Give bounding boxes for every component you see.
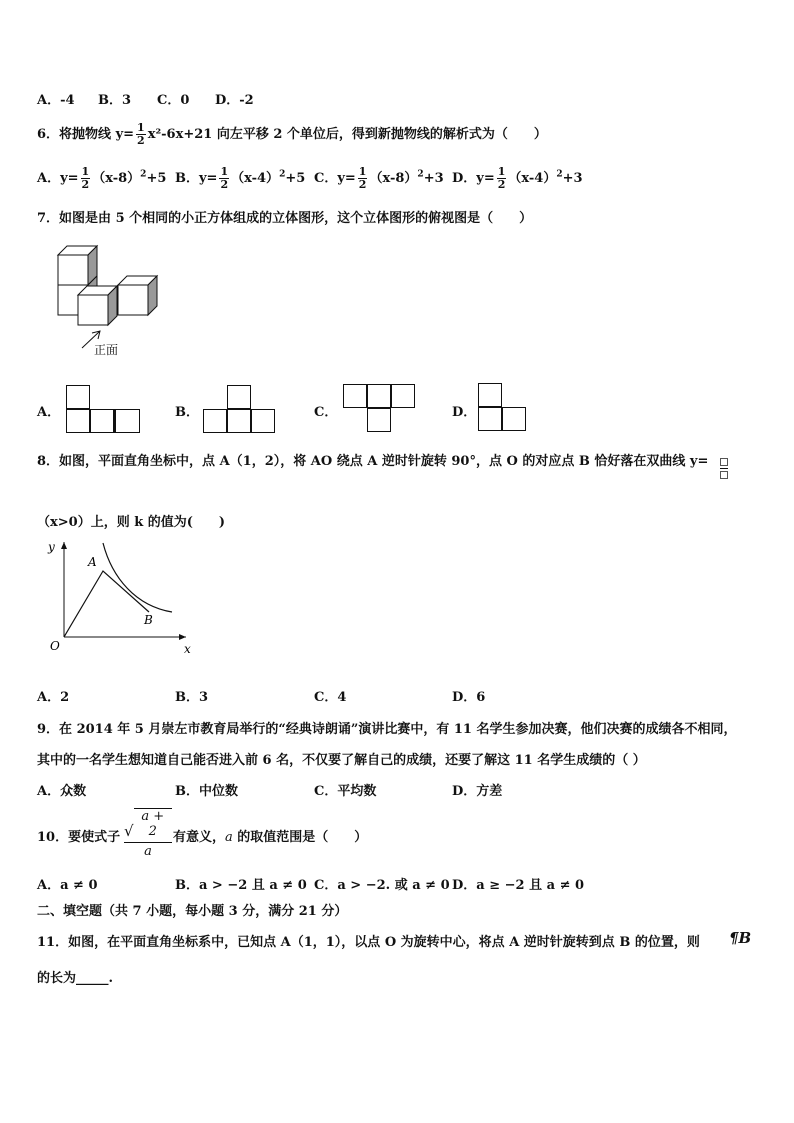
q5-option-c: C．0 bbox=[157, 93, 190, 108]
q8-option-a: A．2 bbox=[37, 690, 70, 705]
q10-sqrt bbox=[124, 808, 172, 839]
grid-cell bbox=[227, 409, 251, 433]
grid-cell bbox=[66, 409, 90, 433]
missing-glyph-icon bbox=[720, 471, 728, 479]
q11-stem-line2: 的长为_____. bbox=[37, 971, 114, 986]
q6-d-post: （x-4） bbox=[508, 171, 557, 186]
q8-option-c: C．4 bbox=[314, 690, 347, 705]
q9-option-b: B．中位数 bbox=[175, 784, 238, 799]
q6-d-num: 1 bbox=[497, 165, 506, 178]
grid-cell bbox=[90, 409, 114, 433]
q6-a-num: 1 bbox=[81, 165, 90, 178]
q11-stem-line1: 11．如图，在平面直角坐标系中，已知点 A（1，1），以点 O 为旋转中心，将点 A 逆时针旋转到点 B 的位置，则 bbox=[37, 935, 700, 950]
grid-cell bbox=[391, 384, 415, 408]
x-axis-arrow-icon bbox=[179, 634, 186, 640]
cube-right bbox=[118, 276, 157, 315]
grid-cell bbox=[502, 407, 526, 431]
q7-option-b-label: B． bbox=[175, 405, 199, 420]
point-a-label: A bbox=[88, 555, 97, 569]
q6-d-exp: 2 bbox=[556, 169, 563, 180]
q10-option-d: D．a ≥ −2 且 a ≠ 0 bbox=[452, 878, 585, 893]
q6-frac-den: 2 bbox=[137, 134, 145, 147]
q6-option-a bbox=[37, 166, 166, 191]
cube-front bbox=[78, 286, 117, 325]
grid-cell bbox=[478, 383, 502, 407]
grid-cell bbox=[203, 409, 227, 433]
q6-b-exp: 2 bbox=[279, 169, 286, 180]
q6-option-b bbox=[175, 166, 305, 191]
q10-stem-pre: 10．要使式子 bbox=[37, 830, 121, 845]
q7-solid-figure bbox=[50, 238, 180, 363]
cube-top-left bbox=[58, 246, 97, 285]
section-2-heading: 二、填空题（共 7 小题，每小题 3 分，满分 21 分） bbox=[37, 904, 348, 919]
q7-option-a-label: A． bbox=[37, 405, 61, 420]
y-axis-arrow-icon bbox=[61, 542, 67, 549]
q10-stem-post bbox=[173, 826, 367, 845]
q6-b-post: （x-4） bbox=[231, 171, 280, 186]
grid-cell bbox=[114, 409, 140, 433]
q10-var: a bbox=[225, 830, 233, 845]
q7-option-d-label: D． bbox=[452, 405, 477, 420]
q11-arc-symbol: ¶B bbox=[729, 929, 752, 947]
radical-icon: √ bbox=[124, 822, 134, 840]
q6-b-den: 2 bbox=[220, 178, 229, 191]
q9-stem-line1: 9．在 2014 年 5 月崇左市教育局举行的“经典诗朗诵”演讲比赛中，有 11 名学生参加决赛，他们决赛的成绩各不相同， bbox=[37, 722, 737, 737]
q6-c-frac bbox=[358, 166, 368, 191]
q7-stem: 7．如图是由 5 个相同的小正方体组成的立体图形，这个立体图形的俯视图是（ ） bbox=[37, 211, 533, 226]
grid-cell bbox=[367, 408, 391, 432]
q6-b-pre: B．y= bbox=[175, 171, 218, 186]
q6-d-pre: D．y= bbox=[452, 171, 495, 186]
q6-stem-post: x²-6x+21 向左平移 2 个单位后，得到新抛物线的解析式为（ ） bbox=[147, 127, 547, 142]
q8-stem-line2: （x>0）上，则 k 的值为( ) bbox=[37, 515, 226, 530]
q6-a-den: 2 bbox=[81, 178, 90, 191]
q5-option-b: B．3 bbox=[98, 93, 132, 108]
q8-k-over-x-fraction bbox=[720, 458, 728, 479]
q6-b-num: 1 bbox=[220, 165, 229, 178]
q6-a-frac bbox=[81, 166, 91, 191]
q6-c-den: 2 bbox=[358, 178, 367, 191]
q6-c-post: （x-8） bbox=[369, 171, 418, 186]
q7-option-c-label: C． bbox=[314, 405, 338, 420]
q10-denominator: a bbox=[144, 844, 152, 859]
q8-option-d: D．6 bbox=[452, 690, 486, 705]
grid-cell bbox=[478, 407, 502, 431]
q5-option-a: A．-4 bbox=[37, 93, 75, 108]
q10-stem-post-text: 有意义， bbox=[173, 830, 226, 845]
q10-option-c: C．a > −2. 或 a ≠ 0 bbox=[314, 878, 450, 893]
q9-option-d: D．方差 bbox=[452, 784, 503, 799]
grid-cell bbox=[251, 409, 275, 433]
q6-fraction bbox=[136, 122, 146, 147]
q6-d-tail: +3 bbox=[562, 171, 583, 186]
q8-option-b: B．3 bbox=[175, 690, 209, 705]
q6-a-tail: +5 bbox=[146, 171, 167, 186]
q6-a-post: （x-8） bbox=[92, 171, 141, 186]
grid-cell bbox=[227, 385, 251, 409]
q6-c-pre: C．y= bbox=[314, 171, 356, 186]
q6-frac-num: 1 bbox=[137, 121, 145, 134]
missing-glyph-icon bbox=[720, 458, 728, 466]
grid-cell bbox=[343, 384, 367, 408]
q9-option-a: A．众数 bbox=[37, 784, 87, 799]
q6-a-exp: 2 bbox=[140, 169, 147, 180]
q8-graph bbox=[36, 538, 196, 658]
q6-c-num: 1 bbox=[358, 165, 367, 178]
q6-option-c bbox=[314, 166, 444, 191]
q6-b-tail: +5 bbox=[285, 171, 306, 186]
q6-stem-pre: 6．将抛物线 y= bbox=[37, 127, 135, 142]
q6-stem bbox=[37, 122, 547, 147]
q9-stem-line2: 其中的一名学生想知道自己能否进入前 6 名，不仅要了解自己的成绩，还要了解这 11 名学生成绩的（ ） bbox=[37, 753, 646, 768]
segments-oab bbox=[64, 571, 149, 637]
grid-cell bbox=[66, 385, 90, 409]
q6-d-den: 2 bbox=[497, 178, 506, 191]
q10-option-b: B．a > −2 且 a ≠ 0 bbox=[175, 878, 307, 893]
q10-stem-tail: 的取值范围是（ ） bbox=[232, 830, 368, 845]
grid-cell bbox=[367, 384, 391, 408]
x-axis-label: x bbox=[184, 642, 191, 656]
q7-front-label: 正面 bbox=[94, 343, 119, 357]
q6-c-exp: 2 bbox=[417, 169, 424, 180]
y-axis-label: y bbox=[48, 540, 55, 554]
q10-radicand: a + 2 bbox=[134, 808, 172, 839]
q8-stem-line1: 8．如图，平面直角坐标中，点 A（1，2），将 AO 绕点 A 逆时针旋转 90°，点 O 的对应点 B 恰好落在双曲线 y= bbox=[37, 454, 709, 469]
q6-c-tail: +3 bbox=[423, 171, 444, 186]
q6-a-pre: A．y= bbox=[37, 171, 79, 186]
q10-expression bbox=[124, 808, 172, 859]
q10-option-a: A．a ≠ 0 bbox=[37, 878, 98, 893]
point-b-label: B bbox=[144, 613, 153, 627]
q6-b-frac bbox=[219, 166, 229, 191]
origin-label: O bbox=[50, 639, 60, 653]
q5-option-d: D．-2 bbox=[215, 93, 254, 108]
q6-option-d bbox=[452, 166, 583, 191]
q9-option-c: C．平均数 bbox=[314, 784, 377, 799]
q6-d-frac bbox=[497, 166, 507, 191]
